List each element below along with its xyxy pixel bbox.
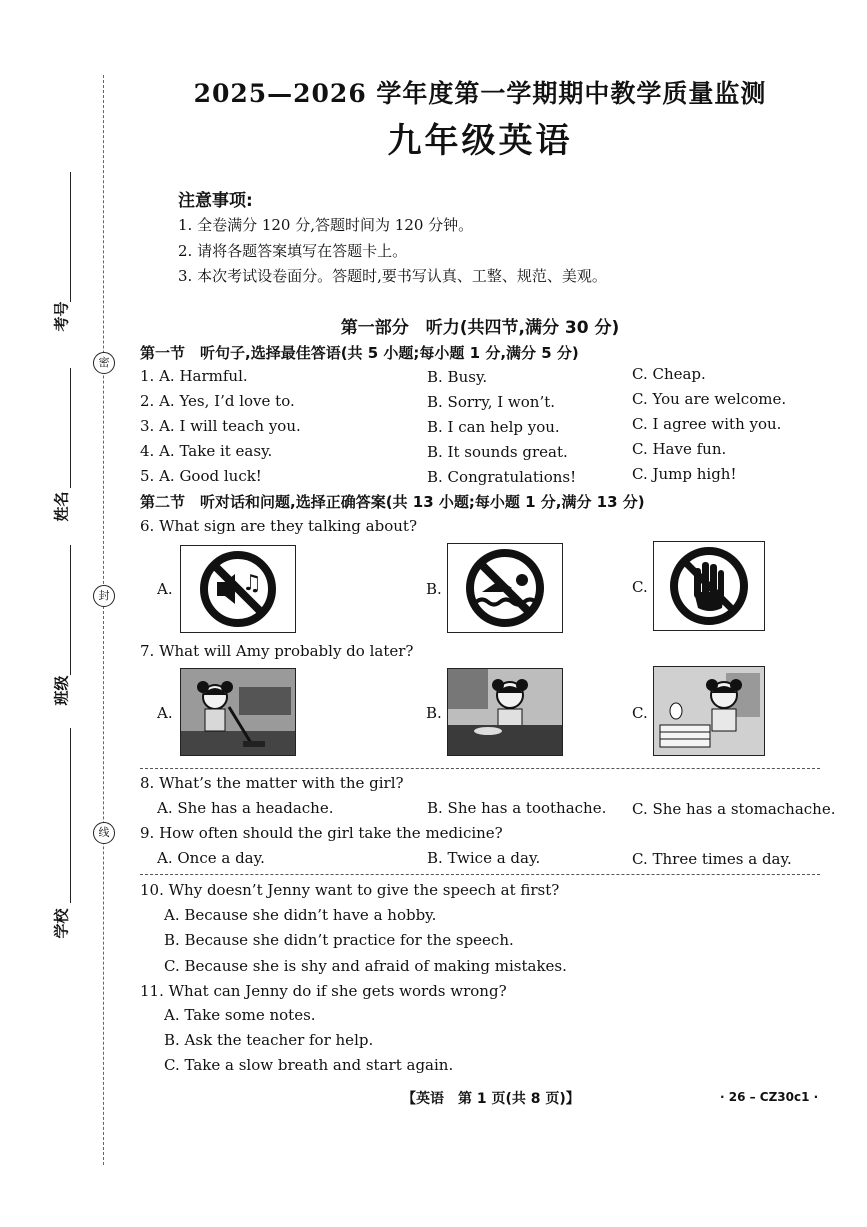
question-divider [140, 768, 820, 769]
notice-item: 1. 全卷满分 120 分,答题时间为 120 分钟。 [178, 216, 474, 234]
q3-option-c[interactable]: C. I agree with you. [632, 415, 782, 433]
q9-option-a[interactable]: A. Once a day. [157, 849, 265, 867]
q11-option-c[interactable]: C. Take a slow breath and start again. [164, 1056, 454, 1074]
seal-mark-mi: 密 [93, 352, 115, 374]
q4-option-a[interactable]: 4. A. Take it easy. [140, 442, 273, 460]
name-blank[interactable] [70, 368, 71, 488]
q5-option-a[interactable]: 5. A. Good luck! [140, 467, 262, 485]
q1-option-a[interactable]: 1. A. Harmful. [140, 367, 248, 385]
q6-image-c[interactable] [653, 541, 765, 631]
seal-mark-feng: 封 [93, 585, 115, 607]
q1-option-c[interactable]: C. Cheap. [632, 365, 706, 383]
school-blank[interactable] [70, 728, 71, 903]
q9-option-b[interactable]: B. Twice a day. [427, 849, 541, 867]
binding-dashed-line [103, 75, 104, 1165]
girl-washing-dishes-icon [448, 669, 562, 755]
subject-title: 九年级英语 [387, 121, 573, 161]
exam-title: 2025—2026 学年度第一学期期中教学质量监测 [193, 79, 767, 108]
q8-option-a[interactable]: A. She has a headache. [157, 799, 334, 817]
q3-option-a[interactable]: 3. A. I will teach you. [140, 417, 301, 435]
q7-label-a[interactable]: A. [157, 704, 173, 722]
seal-mark-xian: 线 [93, 822, 115, 844]
question-divider [140, 874, 820, 875]
q10-stem: 10. Why doesn’t Jenny want to give the speech at first? [140, 881, 560, 899]
name-label: 姓名 [52, 491, 71, 522]
q4-option-b[interactable]: B. It sounds great. [427, 443, 568, 461]
q7-label-c[interactable]: C. [632, 704, 648, 722]
q7-image-b[interactable] [447, 668, 563, 756]
q11-stem: 11. What can Jenny do if she gets words wrong? [140, 982, 507, 1000]
exam-number-label: 考号 [52, 301, 71, 332]
section2-title: 第二节 听对话和问题,选择正确答案(共 13 小题;每小题 1 分,满分 13 分) [140, 493, 645, 511]
q6-stem: 6. What sign are they talking about? [140, 517, 417, 535]
class-label: 班级 [52, 675, 71, 706]
q10-option-a[interactable]: A. Because she didn’t have a hobby. [164, 906, 437, 924]
q6-label-b[interactable]: B. [426, 580, 442, 598]
svg-text:♫: ♫ [242, 571, 262, 596]
exam-number-blank[interactable] [70, 172, 71, 302]
q6-image-a[interactable] [180, 545, 296, 633]
q5-option-b[interactable]: B. Congratulations! [427, 468, 577, 486]
no-swimming-sign-icon [448, 544, 562, 632]
q7-stem: 7. What will Amy probably do later? [140, 642, 414, 660]
q2-option-b[interactable]: B. Sorry, I won’t. [427, 393, 556, 411]
q6-label-c[interactable]: C. [632, 578, 648, 596]
q1-option-b[interactable]: B. Busy. [427, 368, 488, 386]
section1-title: 第一节 听句子,选择最佳答语(共 5 小题;每小题 1 分,满分 5 分) [140, 344, 579, 362]
q10-option-b[interactable]: B. Because she didn’t practice for the speech. [164, 931, 514, 949]
exam-code: · 26 – CZ30c1 · [720, 1090, 819, 1104]
q7-image-a[interactable] [180, 668, 296, 756]
class-blank[interactable] [70, 545, 71, 675]
q9-stem: 9. How often should the girl take the medicine? [140, 824, 503, 842]
school-label: 学校 [52, 908, 71, 939]
page-number-label: 【英语 第 1 页(共 8 页)】 [402, 1091, 580, 1107]
q8-option-b[interactable]: B. She has a toothache. [427, 799, 607, 817]
q2-option-a[interactable]: 2. A. Yes, I’d love to. [140, 392, 295, 410]
no-music-sign-icon [181, 546, 295, 632]
q6-image-b[interactable] [447, 543, 563, 633]
q7-image-c[interactable] [653, 666, 765, 756]
q8-stem: 8. What’s the matter with the girl? [140, 774, 404, 792]
q7-label-b[interactable]: B. [426, 704, 442, 722]
girl-mopping-floor-icon [181, 669, 295, 755]
notice-heading: 注意事项: [178, 191, 253, 211]
q2-option-c[interactable]: C. You are welcome. [632, 390, 787, 408]
q3-option-b[interactable]: B. I can help you. [427, 418, 560, 436]
girl-folding-clothes-icon [654, 667, 764, 755]
q6-label-a[interactable]: A. [157, 580, 173, 598]
q5-option-c[interactable]: C. Jump high! [632, 465, 737, 483]
part1-title: 第一部分 听力(共四节,满分 30 分) [340, 318, 620, 338]
q11-option-a[interactable]: A. Take some notes. [164, 1006, 316, 1024]
q10-option-c[interactable]: C. Because she is shy and afraid of making mistakes. [164, 957, 567, 975]
stop-hand-sign-icon [654, 542, 764, 630]
q9-option-c[interactable]: C. Three times a day. [632, 850, 792, 868]
q8-option-c[interactable]: C. She has a stomachache. [632, 800, 836, 818]
notice-item: 2. 请将各题答案填写在答题卡上。 [178, 242, 408, 260]
q11-option-b[interactable]: B. Ask the teacher for help. [164, 1031, 374, 1049]
q4-option-c[interactable]: C. Have fun. [632, 440, 727, 458]
notice-item: 3. 本次考试设卷面分。答题时,要书写认真、工整、规范、美观。 [178, 267, 607, 285]
